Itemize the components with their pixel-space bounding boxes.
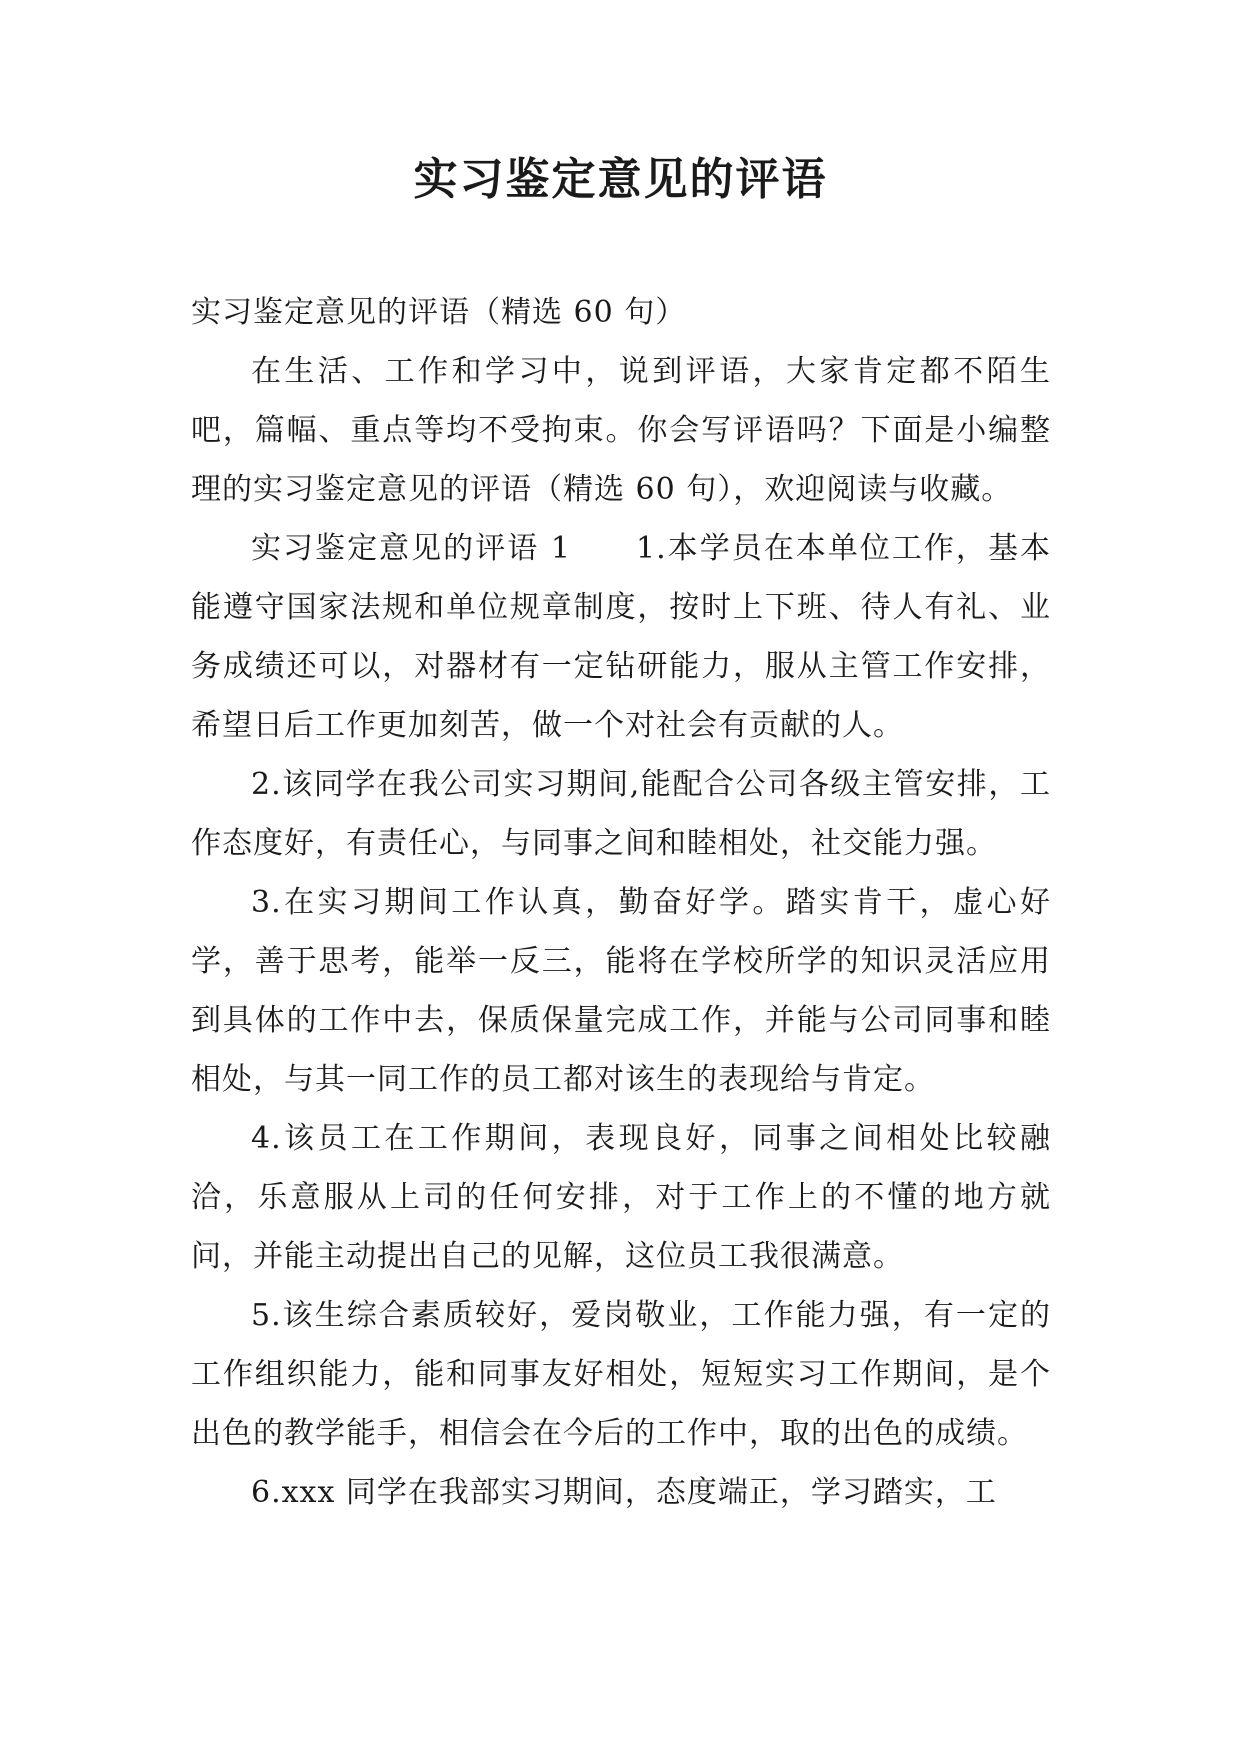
paragraph-item-5: 5.该生综合素质较好，爱岗敬业，工作能力强，有一定的工作组织能力，能和同事友好相处，短短实习工作期间，是个出色的教学能手，相信会在今后的工作中，取的出色的成绩。	[191, 1298, 1051, 1451]
paragraph-item-3: 3.在实习期间工作认真，勤奋好学。踏实肯干，虚心好学，善于思考，能举一反三，能将在学校所学的知识灵活应用到具体的工作中去，保质保量完成工作，并能与公司同事和睦相处，与其一同工作的员工都对该生的表现给与肯定。	[191, 885, 1051, 1097]
paragraph-item-6: 6.xxx 同学在我部实习期间，态度端正，学习踏实，工	[251, 1475, 997, 1510]
document-title: 实习鉴定意见的评语	[413, 154, 828, 205]
paragraph-item-4: 4.该员工在工作期间，表现良好，同事之间相处比较融洽，乐意服从上司的任何安排，对于工作上的不懂的地方就问，并能主动提出自己的见解，这位员工我很满意。	[191, 1121, 1051, 1274]
document-body	[191, 283, 1051, 1522]
paragraph-item-2: 2.该同学在我公司实习期间,能配合公司各级主管安排，工作态度好，有责任心，与同事之间和睦相处，社交能力强。	[191, 767, 1051, 861]
document-subtitle: 实习鉴定意见的评语（精选 60 句）	[191, 295, 687, 330]
paragraph-intro: 在生活、工作和学习中，说到评语，大家肯定都不陌生吧，篇幅、重点等均不受拘束。你会写评语吗？下面是小编整理的实习鉴定意见的评语（精选 60 句），欢迎阅读与收藏。	[191, 354, 1051, 507]
paragraph-item-1: 实习鉴定意见的评语 1 1.本学员在本单位工作，基本能遵守国家法规和单位规章制度，按时上下班、待人有礼、业务成绩还可以，对器材有一定钻研能力，服从主管工作安排，希望日后工作更加刻苦，做一个对社会有贡献的人。	[191, 531, 1051, 743]
